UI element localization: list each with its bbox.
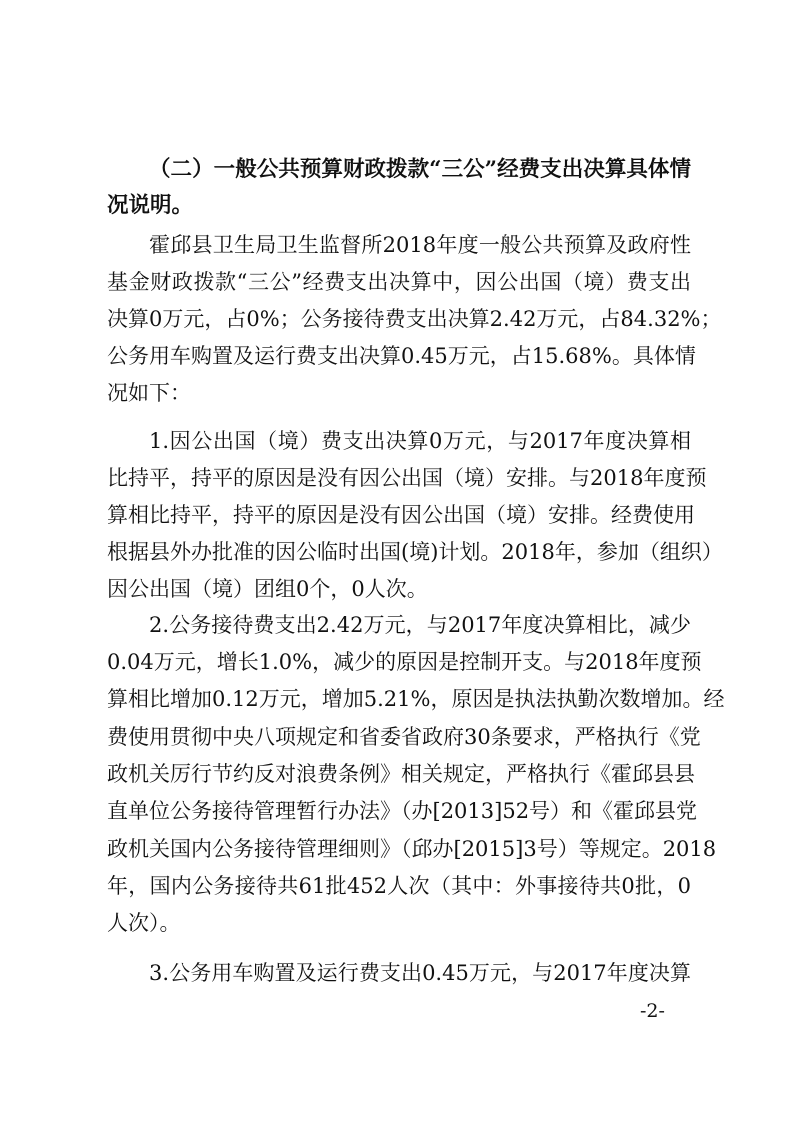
text-line: 直单位公务接待管理暂行办法》（办[2013]52号）和《霍邱县党 bbox=[107, 799, 698, 823]
text-line: 算相比增加0.12万元，增加5.21%，原因是执法执勤次数增加。经 bbox=[107, 687, 725, 711]
text-line: 根据县外办批准的因公临时出国(境)计划。2018年，参加（组织） bbox=[107, 540, 723, 564]
text-line: 因公出国（境）团组0个，0人次。 bbox=[107, 577, 428, 601]
text-line: 政机关厉行节约反对浪费条例》相关规定，严格执行《霍邱县县 bbox=[107, 762, 695, 786]
text-line: 年，国内公务接待共61批452人次（其中：外事接待共0批，0 bbox=[107, 874, 691, 898]
heading-line: 况说明。 bbox=[107, 193, 194, 218]
text-line: 政机关国内公务接待管理细则》（邱办[2015]3号）等规定。2018 bbox=[107, 837, 717, 861]
text-line: 基金财政拨款“三公”经费支出决算中，因公出国（境）费支出 bbox=[107, 270, 691, 294]
text-line: 霍邱县卫生局卫生监督所2018年度一般公共预算及政府性 bbox=[149, 233, 691, 257]
text-line: 比持平，持平的原因是没有因公出国（境）安排。与2018年度预 bbox=[107, 466, 707, 490]
text-line: 公务用车购置及运行费支出决算0.45万元，占15.68%。具体情 bbox=[107, 344, 696, 368]
text-line: 0.04万元，增长1.0%，减少的原因是控制开支。与2018年度预 bbox=[107, 650, 702, 674]
text-line: 况如下： bbox=[107, 381, 191, 405]
text-line: 算相比持平，持平的原因是没有因公出国（境）安排。经费使用 bbox=[107, 503, 695, 527]
text-line: 决算0万元，占0%；公务接待费支出决算2.42万元，占84.32%； bbox=[107, 307, 722, 331]
text-line: 人次）。 bbox=[107, 911, 181, 935]
text-line: 2.公务接待费支出2.42万元，与2017年度决算相比，减少 bbox=[149, 613, 691, 637]
text-line: 费使用贯彻中央八项规定和省委省政府30条要求，严格执行《党 bbox=[107, 725, 701, 749]
text-line: 3.公务用车购置及运行费支出0.45万元，与2017年度决算 bbox=[149, 961, 691, 985]
heading-line: （二）一般公共预算财政拨款“三公”经费支出决算具体情 bbox=[149, 157, 691, 182]
text-line: 1.因公出国（境）费支出决算0万元，与2017年度决算相 bbox=[149, 429, 691, 453]
page-number: -2- bbox=[640, 1000, 665, 1022]
